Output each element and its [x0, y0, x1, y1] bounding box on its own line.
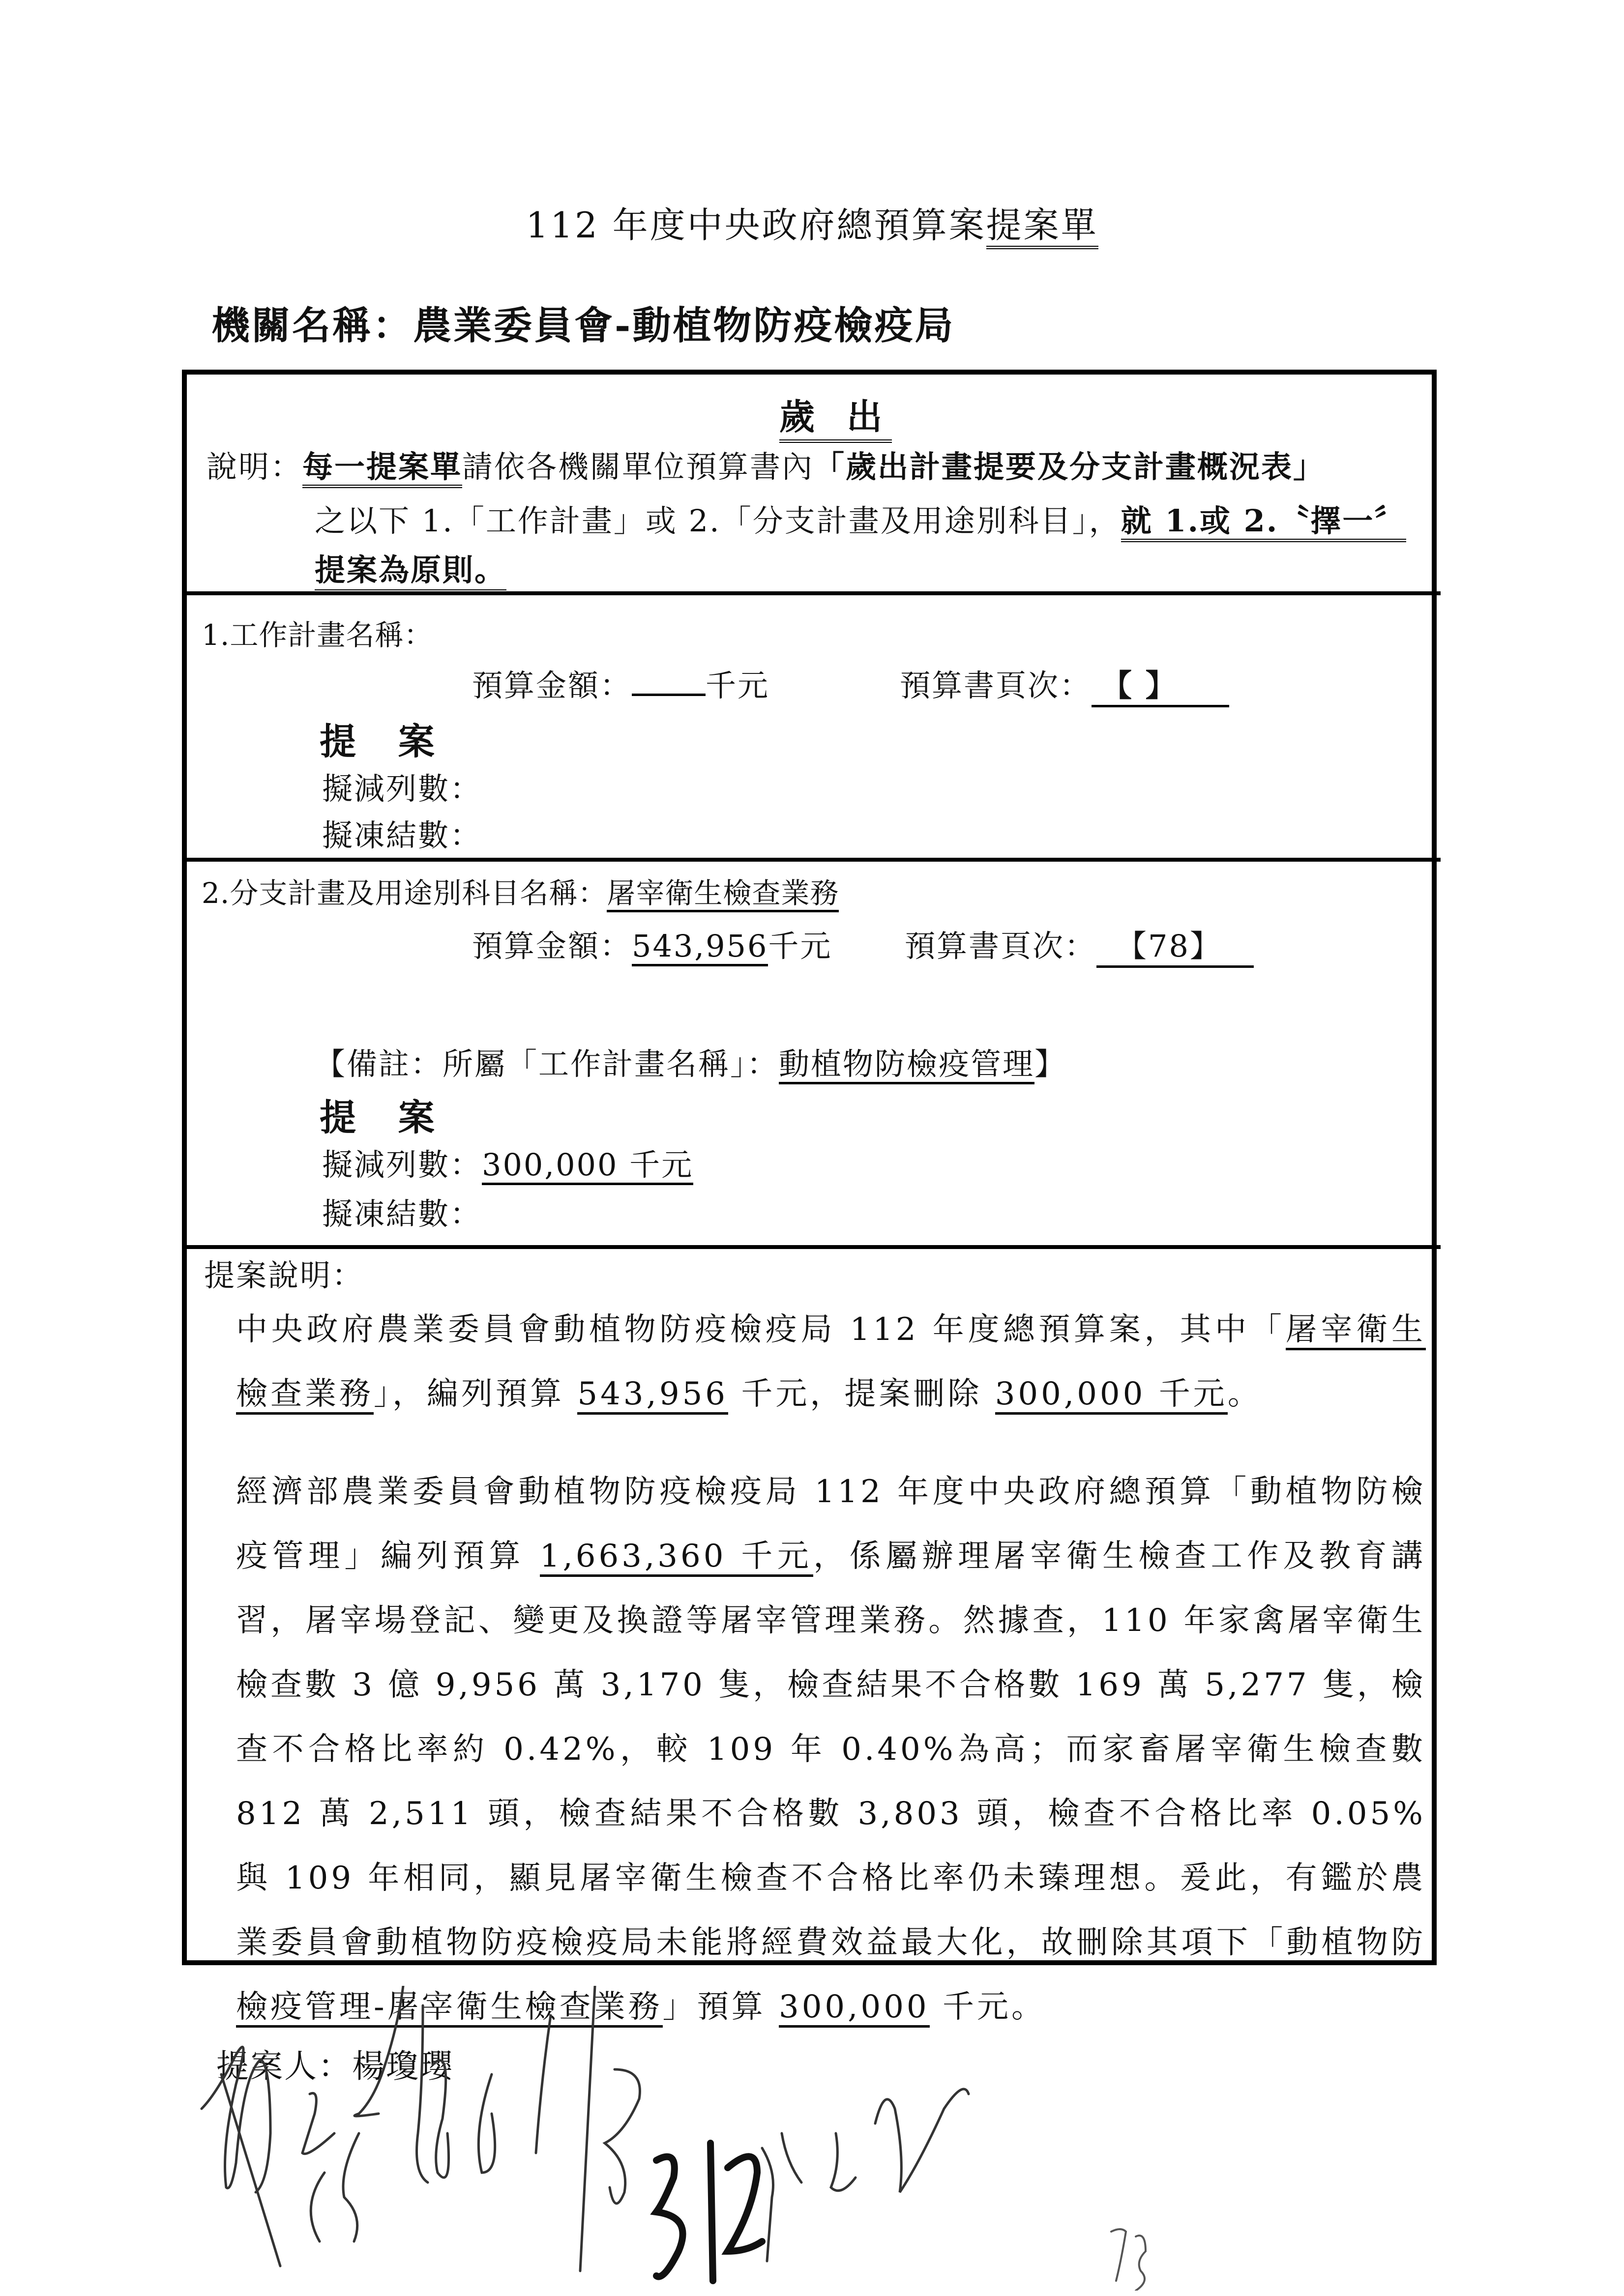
section2-page-value: 【78】: [1096, 922, 1254, 968]
note-line-2: [315, 496, 1406, 540]
text-segment: 中央政府農業委員會動植物防疫檢疫局 112 年度總預算案，其中「: [236, 1311, 1286, 1348]
section2-budget-value: 543,956: [632, 928, 768, 966]
section2-budget-label: 預算金額：: [472, 928, 632, 964]
handwritten-signatures: [197, 1986, 1426, 2291]
section1-freeze-label: 擬凍結數：: [322, 817, 482, 853]
section2-proposal-heading: 提 案: [320, 1097, 449, 1139]
agency-value: 農業委員會-動植物防疫檢疫局: [413, 303, 955, 348]
section2-budget: [472, 922, 832, 965]
note-emphasis-4: 提案為原則。: [315, 546, 506, 593]
section-heading-expenditure: 歲 出: [779, 388, 892, 443]
section1-page-value: 【 】: [1092, 661, 1229, 707]
underlined-text-segment: 動植物防檢疫管理-屠宰衛生檢查業務: [236, 1924, 1426, 2028]
section1-budget-value: [632, 694, 706, 696]
section2-reduce-label: 擬減列數：: [322, 1147, 482, 1183]
section1-page: [900, 661, 1229, 707]
form-title: [0, 197, 1624, 248]
note-emphasis-1: 每一提案單: [302, 449, 462, 488]
explanation-paragraph-1: [236, 1298, 1426, 1426]
section2-page: [905, 922, 1254, 968]
proposer-name: 楊瓊瓔: [352, 2047, 454, 2085]
underlined-text-segment: 543,956: [577, 1376, 728, 1415]
section1-budget-label: 預算金額：: [472, 668, 632, 703]
signature-right: [762, 2089, 969, 2261]
section2-remark-value: 動植物防檢疫管理: [779, 1046, 1034, 1084]
form-title-underlined: 提案單: [986, 204, 1098, 249]
section1-label: 1.工作計畫名稱：: [202, 618, 433, 652]
section1-page-label: 預算書頁次：: [900, 668, 1092, 703]
underlined-text-segment: 1,663,360 千元: [540, 1538, 814, 1577]
section2-page-label: 預算書頁次：: [905, 928, 1097, 964]
agency-label: 機關名稱：: [211, 303, 413, 348]
note-text-2: 之以下 1.「工作計畫」或 2.「分支計畫及用途別科目」，: [315, 503, 1121, 539]
proposer-label: 提案人：: [216, 2047, 352, 2085]
section2-label: 2.分支計畫及用途別科目名稱：: [202, 876, 607, 910]
explanation-label: 提案說明：: [204, 1257, 364, 1293]
note-emphasis-3: 就 1.或 2.〝擇一〞: [1121, 503, 1407, 542]
section2-remark-suffix: 】: [1034, 1046, 1067, 1082]
note-text-1: 請依各機關單位預算書內: [462, 449, 814, 485]
text-segment: 。: [1227, 1376, 1262, 1412]
note-line-1: [207, 442, 1325, 486]
text-segment: 千元，提案刪除: [728, 1376, 995, 1412]
text-segment: 」預算: [662, 1989, 779, 2025]
explanation-paragraph-2: [236, 1460, 1426, 2039]
text-segment: 千元。: [929, 1989, 1046, 2025]
section2-remark: [315, 1040, 1066, 1083]
text-segment: 經濟部農業委員會動植物防疫檢疫局 112 年度中央政府總預算「動植物防檢疫管理」編列預算: [236, 1474, 1426, 1574]
section1-proposal-heading: 提 案: [320, 721, 449, 763]
section1-budget-unit: 千元: [706, 668, 770, 703]
text-segment: 」，編列預算: [374, 1376, 578, 1412]
handwritten-page-73: [1111, 2229, 1146, 2291]
divider-section1: [182, 858, 1441, 862]
section2-budget-unit: 千元: [768, 928, 832, 964]
divider-section2: [182, 1245, 1441, 1249]
section1-budget: [472, 661, 769, 705]
form-title-prefix: 112 年度中央政府總預算案: [526, 204, 986, 246]
section1-reduce-label: 擬減列數：: [322, 771, 482, 807]
section2-label-line: [202, 870, 839, 911]
signature-yang: [354, 1986, 640, 2271]
section2-name: 屠宰衛生檢查業務: [607, 876, 839, 912]
section2-reduce-value: 300,000 千元: [482, 1147, 693, 1185]
agency-line: [211, 295, 955, 350]
note-emphasis-2: 「歲出計畫提要及分支計畫概況表」: [814, 449, 1326, 485]
note-label: 說明：: [207, 449, 303, 485]
text-segment: ，係屬辦理屠宰衛生檢查工作及教育講習，屠宰場登記、變更及換證等屠宰管理業務。然據查，110 年家禽屠宰衛生檢查數 3 億 9,956 萬 3,170 隻，檢查結果不合格數 169 萬 5,277 隻，檢查不合格比率約 0.42%，較 109 年 0.40%為高；而家畜屠宰衛生檢查數 812 萬 2,511 頭，檢查結果不合格數 3,803 頭，檢查不合格比率 0.05%與 109 年相同，顯見屠宰衛生檢查不合格比率仍未臻理想。爰此，有鑑於農業委員會動植物防疫檢疫局未能將經費效益最大化，故刪除其項下「: [236, 1538, 1426, 1961]
underlined-text-segment: 300,000 千元: [995, 1376, 1228, 1415]
underlined-text-segment: 屠宰衛生檢查業務: [236, 1311, 1426, 1415]
section2-freeze-label: 擬凍結數：: [322, 1196, 482, 1232]
signature-left: [202, 2047, 359, 2266]
underlined-text-segment: 300,000: [779, 1989, 930, 2028]
section2-reduce: [322, 1140, 693, 1184]
handwritten-number-312: [656, 2143, 762, 2281]
section2-remark-prefix: 【備註：所屬「工作計畫名稱」：: [315, 1046, 779, 1082]
